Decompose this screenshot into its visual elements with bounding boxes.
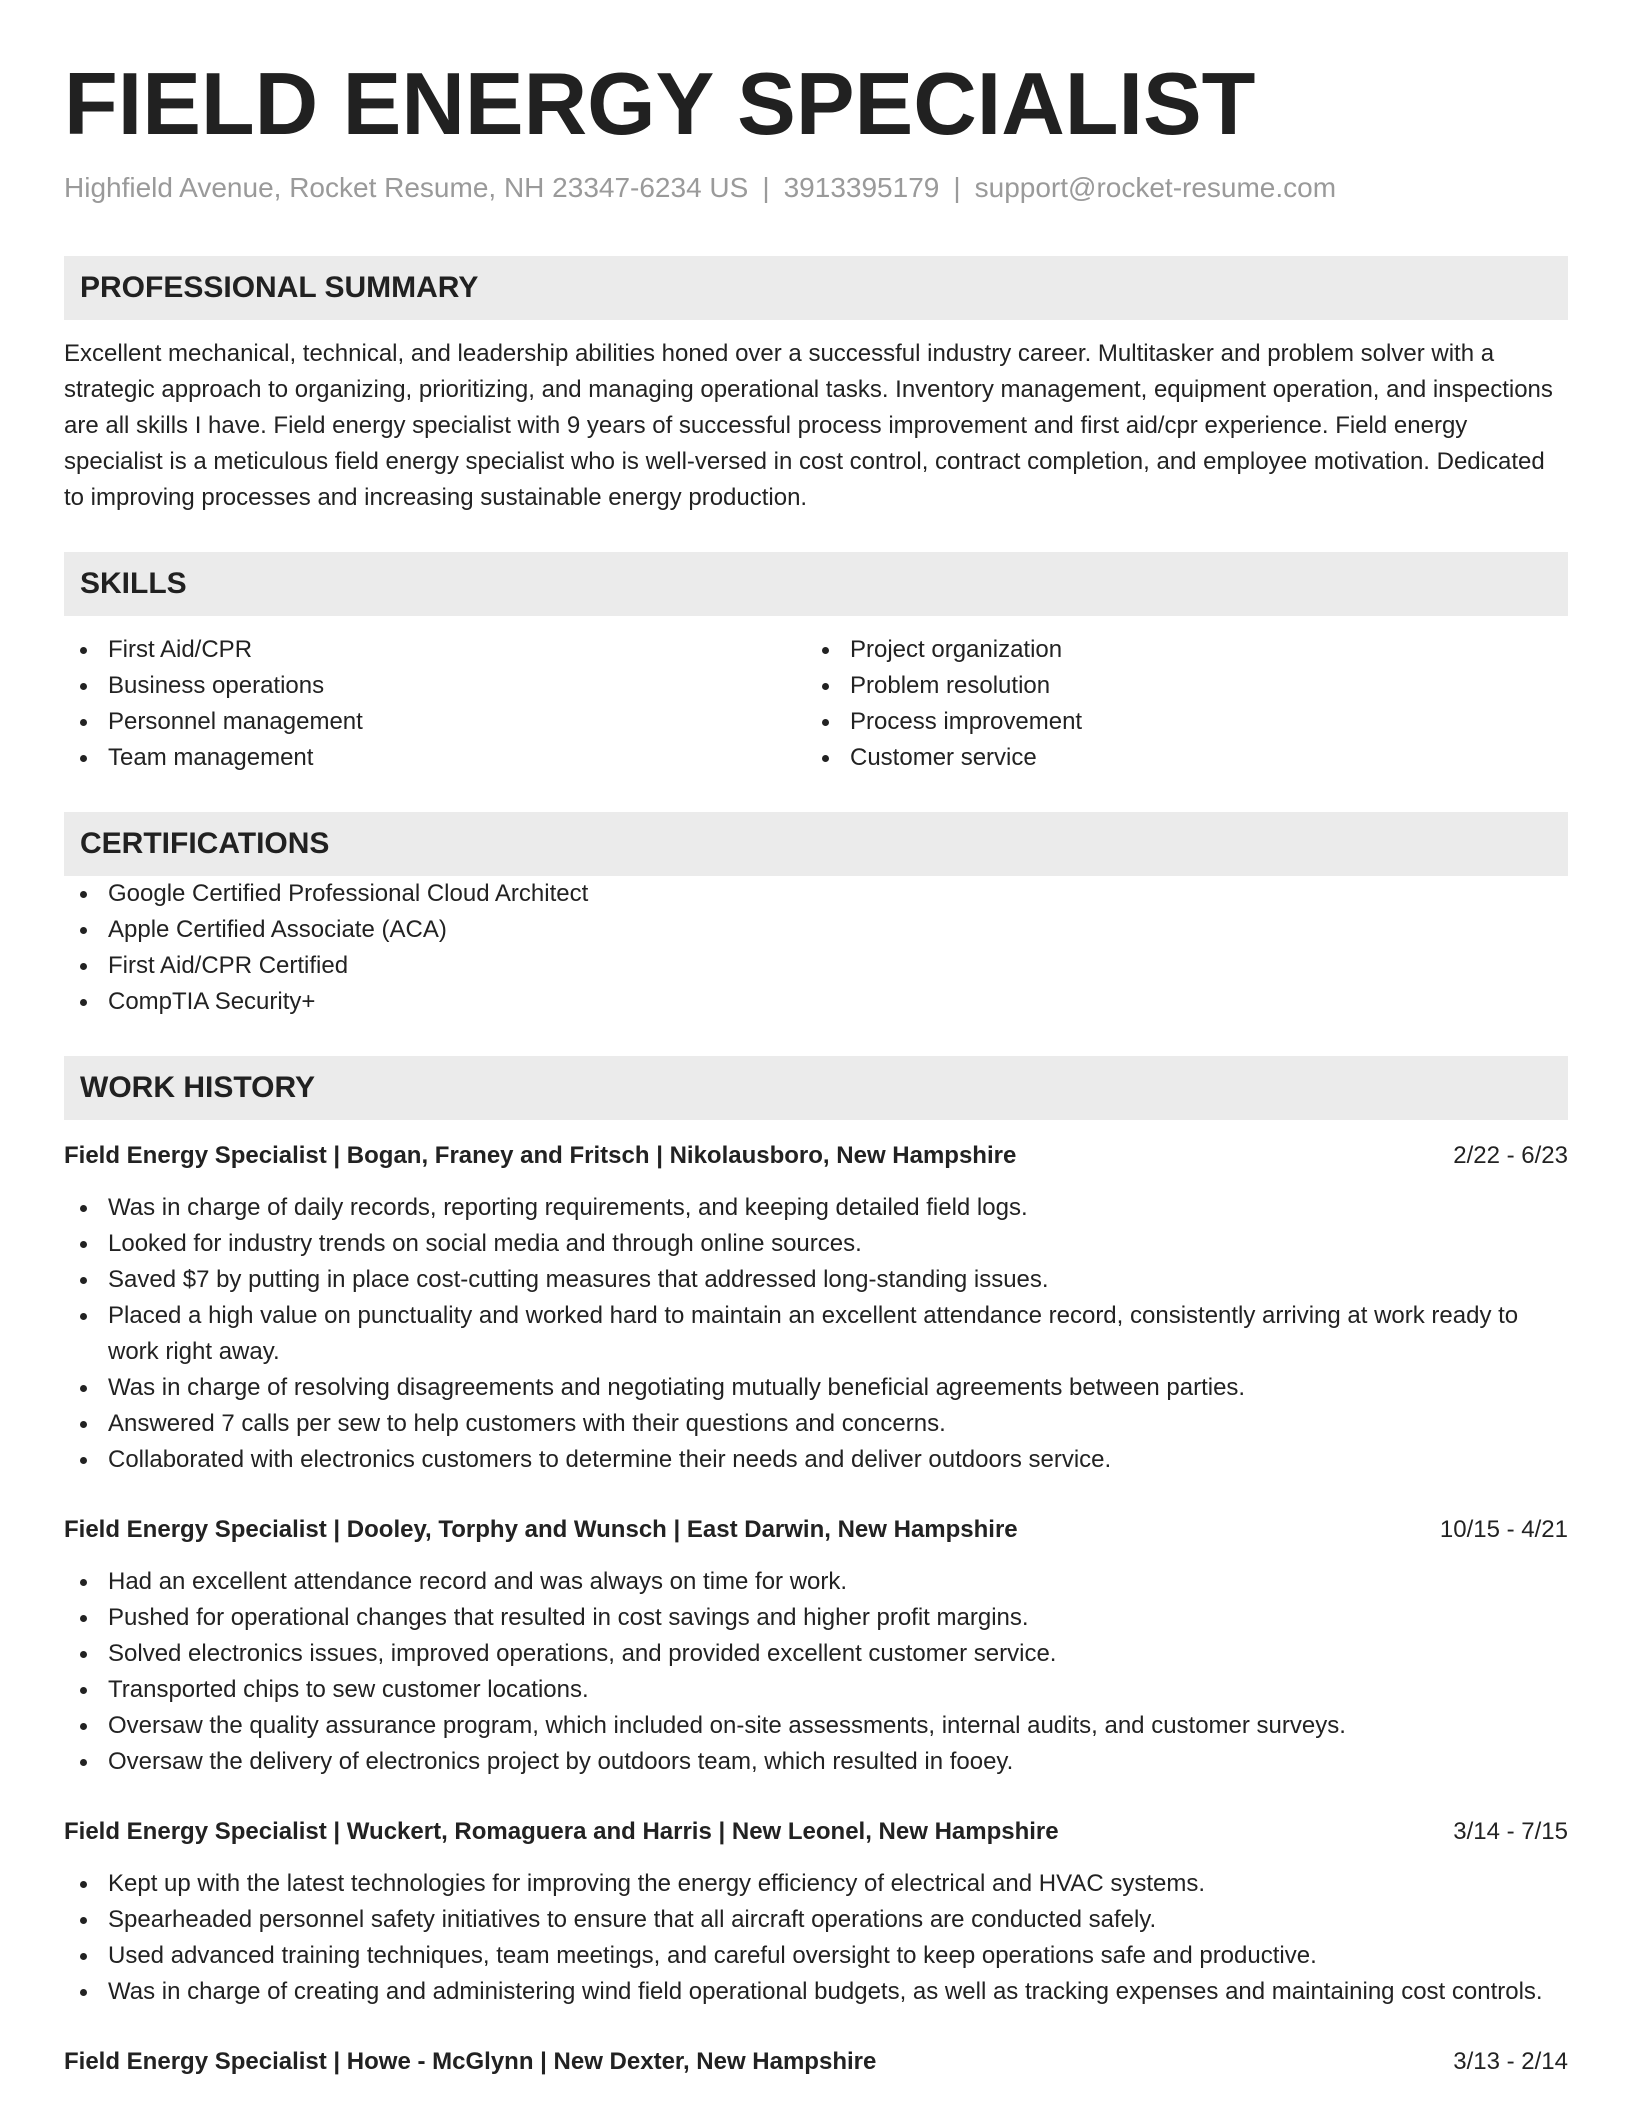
job-header (64, 1138, 1568, 1174)
job-bullet: Had an excellent attendance record and was always on time for work. (64, 1564, 1568, 1600)
job-bullet: Looked for industry trends on social media and through online sources. (64, 1226, 1568, 1262)
job-bullet: Solved electronics issues, improved operations, and provided excellent customer service. (64, 1636, 1568, 1672)
contact-email: support@rocket-resume.com (974, 172, 1337, 203)
skill-item: Process improvement (806, 704, 1548, 740)
skill-item: Personnel management (64, 704, 806, 740)
skills-grid (64, 632, 1568, 776)
job-bullets (64, 1190, 1568, 1478)
work-history-section (64, 1056, 1568, 2080)
summary-heading: PROFESSIONAL SUMMARY (64, 256, 1568, 320)
resume-page (64, 52, 1568, 2080)
skills-list-left (64, 632, 806, 776)
job-bullet: Oversaw the delivery of electronics project by outdoors team, which resulted in fooey. (64, 1744, 1568, 1780)
contact-phone: 3913395179 (783, 172, 940, 203)
contact-separator: | (953, 172, 961, 203)
resume-header (64, 52, 1568, 206)
job-bullet: Kept up with the latest technologies for improving the energy efficiency of electrical and HVAC systems. (64, 1866, 1568, 1902)
candidate-title: FIELD ENERGY SPECIALIST (64, 54, 1256, 153)
skill-item: Customer service (806, 740, 1548, 776)
job-header (64, 1512, 1568, 1548)
contact-address: Highfield Avenue, Rocket Resume, NH 23347-6234 US (64, 172, 749, 203)
job-entry (64, 1512, 1568, 1780)
contact-separator: | (762, 172, 770, 203)
skill-item: Project organization (806, 632, 1548, 668)
skills-column-right (806, 632, 1548, 776)
job-title: Field Energy Specialist | Wuckert, Romaguera and Harris | New Leonel, New Hampshire (64, 1818, 1059, 1845)
job-bullet: Pushed for operational changes that resulted in cost savings and higher profit margins. (64, 1600, 1568, 1636)
job-bullet: Used advanced training techniques, team meetings, and careful oversight to keep operations safe and productive. (64, 1938, 1568, 1974)
job-dates: 2/22 - 6/23 (1453, 1142, 1568, 1169)
job-bullets (64, 1564, 1568, 1780)
job-bullet: Spearheaded personnel safety initiatives to ensure that all aircraft operations are conducted safely. (64, 1902, 1568, 1938)
certification-item: Apple Certified Associate (ACA) (64, 912, 1568, 948)
job-dates: 3/14 - 7/15 (1453, 1818, 1568, 1845)
job-bullet: Oversaw the quality assurance program, which included on-site assessments, internal audits, and customer surveys. (64, 1708, 1568, 1744)
certifications-heading: CERTIFICATIONS (64, 812, 1568, 876)
job-title: Field Energy Specialist | Bogan, Franey and Fritsch | Nikolausboro, New Hampshire (64, 1142, 1017, 1169)
job-dates: 10/15 - 4/21 (1439, 1516, 1568, 1543)
job-entry (64, 2044, 1568, 2080)
summary-text: Excellent mechanical, technical, and leadership abilities honed over a successful industry career. Multitasker and problem solver with a strategic approach to organizing, prioritizing, and managing operational tasks. Inventory management, equipment operation, and inspections are all skills I have. Field energy specialist with 9 years of successful process improvement and first aid/cpr experience. Field energy specialist is a meticulous field energy specialist who is well-versed in cost control, contract completion, and employee motivation. Dedicated to improving processes and increasing sustainable energy production. (64, 340, 1553, 511)
skill-item: Problem resolution (806, 668, 1548, 704)
summary-section (64, 256, 1568, 516)
job-header (64, 2044, 1568, 2080)
job-bullet: Was in charge of daily records, reporting requirements, and keeping detailed field logs. (64, 1190, 1568, 1226)
job-bullet: Was in charge of creating and administering wind field operational budgets, as well as tracking expenses and maintaining cost controls. (64, 1974, 1568, 2010)
job-bullet: Collaborated with electronics customers to determine their needs and deliver outdoors service. (64, 1442, 1568, 1478)
certifications-section (64, 812, 1568, 1020)
skill-item: Team management (64, 740, 806, 776)
job-dates: 3/13 - 2/14 (1453, 2048, 1568, 2075)
job-entry (64, 1814, 1568, 2010)
skills-column-left (64, 632, 806, 776)
skills-section (64, 552, 1568, 776)
skill-item: First Aid/CPR (64, 632, 806, 668)
job-bullet: Was in charge of resolving disagreements and negotiating mutually beneficial agreements between parties. (64, 1370, 1568, 1406)
job-header (64, 1814, 1568, 1850)
certification-item: Google Certified Professional Cloud Architect (64, 876, 1568, 912)
skills-heading: SKILLS (64, 552, 1568, 616)
certification-item: First Aid/CPR Certified (64, 948, 1568, 984)
job-title: Field Energy Specialist | Dooley, Torphy and Wunsch | East Darwin, New Hampshire (64, 1516, 1018, 1543)
job-bullet: Transported chips to sew customer locations. (64, 1672, 1568, 1708)
job-bullet: Saved $7 by putting in place cost-cutting measures that addressed long-standing issues. (64, 1262, 1568, 1298)
certification-item: CompTIA Security+ (64, 984, 1568, 1020)
job-bullet: Answered 7 calls per sew to help customers with their questions and concerns. (64, 1406, 1568, 1442)
skills-list-right (806, 632, 1548, 776)
job-bullet: Placed a high value on punctuality and worked hard to maintain an excellent attendance record, consistently arriving at work ready to work right away. (64, 1298, 1568, 1370)
work-history-heading: WORK HISTORY (64, 1056, 1568, 1120)
contact-line (64, 170, 1568, 206)
job-entry (64, 1138, 1568, 1478)
job-bullets (64, 1866, 1568, 2010)
job-title: Field Energy Specialist | Howe - McGlynn | New Dexter, New Hampshire (64, 2048, 877, 2075)
skill-item: Business operations (64, 668, 806, 704)
certifications-list (64, 876, 1568, 1020)
